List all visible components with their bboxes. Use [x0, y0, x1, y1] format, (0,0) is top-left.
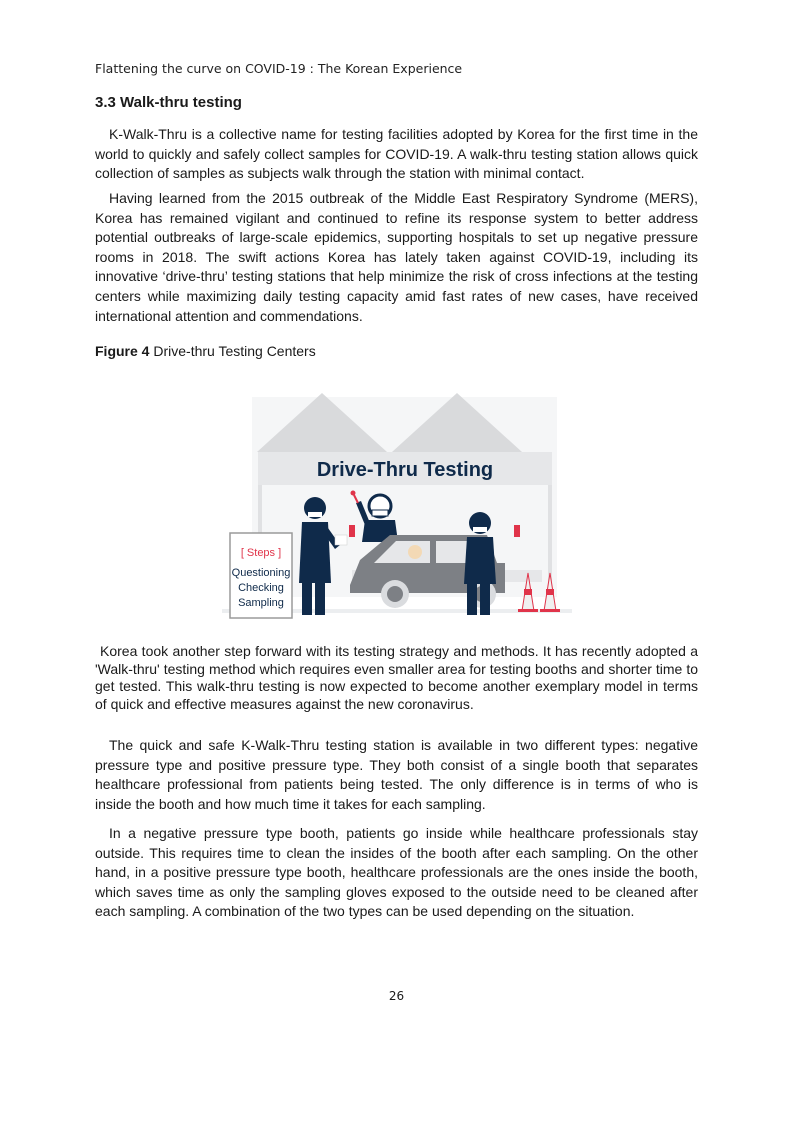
drive-thru-illustration-svg — [222, 385, 572, 625]
steps-heading: [ Steps ] — [240, 547, 282, 559]
page-number: 26 — [388, 989, 405, 1003]
sanitizer-bottle-icon — [514, 525, 520, 537]
paragraph-booth-types: The quick and safe K-Walk-Thru testing station is available in two different types: negative pressure type and positive pressure type. They both consist of a single booth that separates healthcare professional from patients being tested. The only difference is in terms of who is inside the booth and how much time it takes for each sampling. — [95, 737, 698, 812]
paragraph-mers-history: Having learned from the 2015 outbreak of the Middle East Respiratory Syndrome (MERS), Korea has remained vigilant and continued to refine its response system to better address potential outbreaks of large-scale epidemics, supporting hospitals to set up negative pressure rooms in 2018. The swift actions Korea has lately taken against COVID-19, including its innovative ‘drive-thru’ testing stations that help minimize the risk of cross infections at the testing centers while maximizing daily testing capacity amid fast rates of new cases, have received international attention and commendations. — [95, 190, 698, 324]
running-header: Flattening the curve on COVID-19 : The Korean Experience — [95, 61, 463, 76]
patient-face — [408, 545, 422, 559]
step-item: Checking — [238, 582, 284, 594]
sanitizer-bottle-icon — [349, 525, 355, 537]
drive-thru-illustration — [222, 385, 572, 625]
steps-sign — [230, 533, 292, 618]
figure-label: Figure 4 — [95, 343, 150, 359]
paragraph-walk-thru: Korea took another step forward with its testing strategy and methods. It has recently adopted a 'Walk-thru' testing method which requires even smaller area for testing booths and shorter time to get tested. This walk-thru testing is now expected to become another exemplary model in terms of quick and effective measures against the new coronavirus. — [95, 643, 698, 712]
paragraph-intro: K-Walk-Thru is a collective name for testing facilities adopted by Korea for the first time in the world to quickly and safely collect samples for COVID-19. A walk-thru testing station allows quick collection of samples as subjects walk through the station with minimal contact. — [95, 126, 698, 182]
step-item: Sampling — [238, 597, 284, 609]
paragraph-negative-pressure: In a negative pressure type booth, patients go inside while healthcare professionals stay outside. This requires time to clean the insides of the booth after each sampling. On the other hand, in a positive pressure type booth, healthcare professionals are the ones inside the booth, which saves time as only the sampling gloves exposed to the outside need to be cleaned after each sampling. A combination of the two types can be used depending on the situation. — [95, 825, 698, 920]
figure-caption — [95, 343, 316, 359]
step-item: Questioning — [231, 567, 291, 579]
section-title: 3.3 Walk-thru testing — [95, 94, 242, 111]
figure-caption-text: Drive-thru Testing Centers — [153, 343, 316, 359]
banner-title: Drive-Thru Testing — [316, 459, 494, 481]
